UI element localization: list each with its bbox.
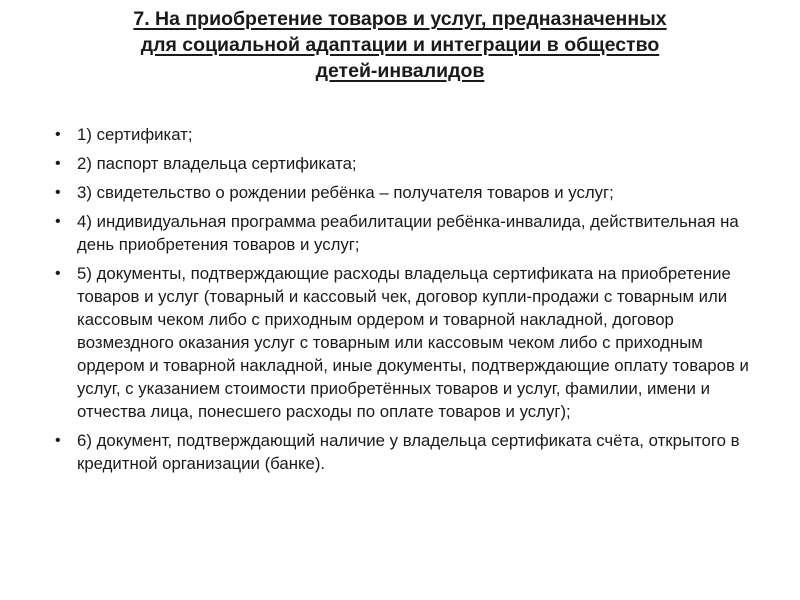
requirements-list <box>55 123 770 481</box>
list-item <box>55 181 770 204</box>
list-item <box>55 152 770 175</box>
title-line-1: 7. На приобретение товаров и услуг, предназначенных <box>133 8 667 30</box>
bullet-icon: • <box>55 155 61 172</box>
slide-title <box>40 6 760 84</box>
list-item-text: 6) документ, подтверждающий наличие у владельца сертификата счёта, открытого в кредитной организации (банке). <box>77 431 740 473</box>
bullet-icon: • <box>55 265 61 282</box>
list-item <box>55 429 770 475</box>
list-item-text: 4) индивидуальная программа реабилитации ребёнка-инвалида, действительная на день приобретения товаров и услуг; <box>77 212 739 254</box>
list-item-text: 1) сертификат; <box>77 125 193 144</box>
title-line-3: детей-инвалидов <box>315 60 485 82</box>
title-line-2: для социальной адаптации и интеграции в общество <box>140 34 660 56</box>
list-item <box>55 262 770 423</box>
bullet-icon: • <box>55 126 61 143</box>
list-item-text: 2) паспорт владельца сертификата; <box>77 154 357 173</box>
list-item <box>55 210 770 256</box>
bullet-icon: • <box>55 184 61 201</box>
list-item-text: 5) документы, подтверждающие расходы владельца сертификата на приобретение товаров и услуг (товарный и кассовый чек, договор купли-продажи с товарным или кассовым чеком либо с приходным ордером и товарной накладной, договор возмездного оказания услуг с товарным или кассовым чеком либо с приходным ордером и товарной накладной, иные документы, подтверждающие оплату товаров и услуг, с указанием стоимости приобретённых товаров и услуг, фамилии, имени и отчества лица, понесшего расходы по оплате товаров и услуг); <box>77 264 749 421</box>
bullet-icon: • <box>55 213 61 230</box>
list-item-text: 3) свидетельство о рождении ребёнка – получателя товаров и услуг; <box>77 183 614 202</box>
list-item <box>55 123 770 146</box>
bullet-icon: • <box>55 432 61 449</box>
